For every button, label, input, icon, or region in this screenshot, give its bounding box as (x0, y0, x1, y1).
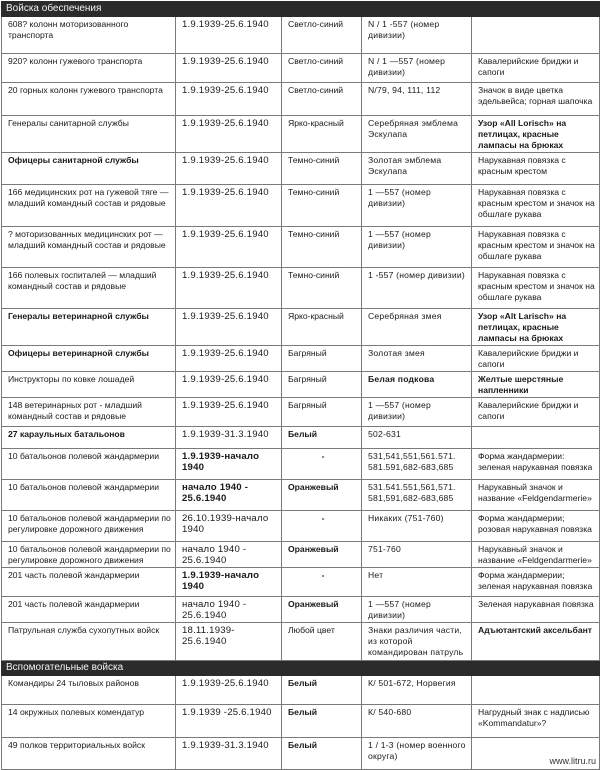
cell-number: N/79, 94, 111, 112 (362, 83, 472, 116)
cell-color: Белый (282, 427, 362, 449)
cell-number: К/ 540-680 (362, 705, 472, 738)
section-title: Вспомогательные войска (2, 661, 600, 676)
cell-number: Серебряная эмблема Эскулапа (362, 116, 472, 153)
cell-distinction: Желтые шерстяные напленники (472, 372, 600, 398)
cell-name: 920? колонн гужевого транспорта (2, 54, 176, 83)
table-row (2, 346, 600, 372)
cell-period: 1.9.1939-25.6.1940 (176, 83, 282, 116)
cell-name: Офицеры ветеринарной службы (2, 346, 176, 372)
table-row (2, 449, 600, 480)
cell-number: N / 1 -557 (номер дивизии) (362, 17, 472, 54)
table-row (2, 597, 600, 623)
cell-distinction: Нарукавный значок и название «Feldgendarmerie» (472, 480, 600, 511)
cell-period: 1.9.1939-25.6.1940 (176, 227, 282, 268)
cell-name: 10 батальонов полевой жандармерии (2, 449, 176, 480)
cell-period: 1.9.1939 -25.6.1940 (176, 705, 282, 738)
cell-color: Светло-синий (282, 83, 362, 116)
cell-name: Генералы ветеринарной службы (2, 309, 176, 346)
cell-distinction: Узор «All Lorisch» на петлицах, красные лампасы на брюках (472, 116, 600, 153)
table-row (2, 372, 600, 398)
cell-name: 14 окружных полевых комендатур (2, 705, 176, 738)
cell-name: 201 часть полевой жандармерии (2, 568, 176, 597)
cell-color: Багряный (282, 372, 362, 398)
cell-color: Темно-синий (282, 268, 362, 309)
cell-number: 1 / 1-3 (номер военного округа) (362, 738, 472, 770)
cell-period: 1.9.1939-25.6.1940 (176, 185, 282, 227)
cell-color: Белый (282, 705, 362, 738)
cell-distinction: Кавалерийские бриджи и сапоги (472, 54, 600, 83)
cell-name: ? моторизованных медицинских рот — младший командный состав и рядовые (2, 227, 176, 268)
cell-distinction: Форма жандармерии; зеленая нарукавная повязка (472, 568, 600, 597)
cell-period: 1.9.1939-25.6.1940 (176, 54, 282, 83)
cell-period: 1.9.1939-31.3.1940 (176, 427, 282, 449)
section-title: Войска обеспечения (2, 2, 600, 17)
cell-period: 18.11.1939-25.6.1940 (176, 623, 282, 661)
cell-distinction: Значок в виде цветка эдельвейса; горная шапочка (472, 83, 600, 116)
cell-distinction: Нарукавная повязка с красным крестом (472, 153, 600, 185)
cell-period: 1.9.1939-25.6.1940 (176, 116, 282, 153)
cell-color: - (282, 568, 362, 597)
cell-distinction: Нарукавный значок и название «Feldgendarmerie» (472, 542, 600, 568)
cell-period: 1.9.1939-начало 1940 (176, 449, 282, 480)
cell-color: Оранжевый (282, 480, 362, 511)
cell-color: Оранжевый (282, 542, 362, 568)
cell-name: Инструкторы по ковке лошадей (2, 372, 176, 398)
cell-period: 1.9.1939-начало 1940 (176, 568, 282, 597)
cell-distinction: Форма жандармерии; розовая нарукавная повязка (472, 511, 600, 542)
document-page (1, 1, 599, 770)
cell-color: Светло-синий (282, 54, 362, 83)
cell-period: начало 1940 - 25.6.1940 (176, 542, 282, 568)
cell-name: 49 полков территориальных войск (2, 738, 176, 770)
cell-number: Знаки различия части, из которой командирован патруль (362, 623, 472, 661)
cell-number: 1 —557 (номер дивизии) (362, 398, 472, 427)
cell-color: Светло-синий (282, 17, 362, 54)
table-body (2, 2, 600, 770)
cell-period: начало 1940 - 25.6.1940 (176, 480, 282, 511)
cell-distinction: Зеленая нарукавная повязка (472, 597, 600, 623)
table-row (2, 227, 600, 268)
cell-name: Офицеры санитарной службы (2, 153, 176, 185)
table-row (2, 17, 600, 54)
cell-name: Генералы санитарной службы (2, 116, 176, 153)
cell-period: 1.9.1939-25.6.1940 (176, 372, 282, 398)
cell-color: Белый (282, 738, 362, 770)
cell-distinction (472, 17, 600, 54)
table-row (2, 185, 600, 227)
cell-number: Золотая эмблема Эскулапа (362, 153, 472, 185)
cell-number: 531,541,551,561.571. 581.591,682-683,685 (362, 449, 472, 480)
table-row (2, 309, 600, 346)
table-row (2, 511, 600, 542)
cell-number: 1 -557 (номер дивизии) (362, 268, 472, 309)
table-row (2, 568, 600, 597)
cell-number: Серебряная змея (362, 309, 472, 346)
cell-color: Темно-синий (282, 227, 362, 268)
cell-number: 751-760 (362, 542, 472, 568)
cell-number: Нет (362, 568, 472, 597)
cell-name: 10 батальонов полевой жандармерии по регулировке дорожного движения (2, 542, 176, 568)
cell-period: 1.9.1939-25.6.1940 (176, 268, 282, 309)
cell-number: К/ 501-672, Норвегия (362, 676, 472, 705)
cell-number: 1 —557 (номер дивизии) (362, 227, 472, 268)
cell-distinction: Нагрудный знак с надписью «Kommandatur»? (472, 705, 600, 738)
cell-number: 531.541.551,561,571. 581,591,682-683,685 (362, 480, 472, 511)
table-row (2, 542, 600, 568)
cell-name: 20 горных колонн гужевого транспорта (2, 83, 176, 116)
cell-color: Темно-синий (282, 185, 362, 227)
cell-distinction: Кавалерийские бриджи и сапоги (472, 346, 600, 372)
table-row (2, 427, 600, 449)
cell-number: N / 1 —557 (номер дивизии) (362, 54, 472, 83)
cell-name: 166 медицинских рот на гужевой тяге — младший командный состав и рядовые (2, 185, 176, 227)
table-row (2, 54, 600, 83)
cell-distinction: Адъютантский аксельбант (472, 623, 600, 661)
cell-distinction: Нарукавная повязка с красным крестом и значок на обшлаге рукава (472, 268, 600, 309)
cell-color: Оранжевый (282, 597, 362, 623)
cell-period: 1.9.1939-31.3.1940 (176, 738, 282, 770)
section-header (2, 2, 600, 17)
table-row (2, 398, 600, 427)
cell-period: 1.9.1939-25.6.1940 (176, 346, 282, 372)
cell-period: 1.9.1939-25.6.1940 (176, 153, 282, 185)
cell-name: Командиры 24 тыловых районов (2, 676, 176, 705)
cell-name: 10 батальонов полевой жандармерии (2, 480, 176, 511)
cell-color: Любой цвет (282, 623, 362, 661)
cell-period: 1.9.1939-25.6.1940 (176, 309, 282, 346)
cell-color: Темно-синий (282, 153, 362, 185)
cell-distinction (472, 427, 600, 449)
cell-number: Белая подкова (362, 372, 472, 398)
cell-period: 1.9.1939-25.6.1940 (176, 17, 282, 54)
cell-number: 1 —557 (номер дивизии) (362, 185, 472, 227)
cell-color: Багряный (282, 346, 362, 372)
cell-period: 26.10.1939-начало 1940 (176, 511, 282, 542)
table-row (2, 83, 600, 116)
cell-color: - (282, 511, 362, 542)
cell-period: 1.9.1939-25.6.1940 (176, 676, 282, 705)
cell-number: Золотая змея (362, 346, 472, 372)
cell-name: 10 батальонов полевой жандармерии по регулировке дорожного движения (2, 511, 176, 542)
cell-distinction: Кавалерийские бриджи и сапоги (472, 398, 600, 427)
cell-distinction: Узор «Alt Larisch» на петлицах, красные лампасы на брюках (472, 309, 600, 346)
table-row (2, 153, 600, 185)
table-row (2, 116, 600, 153)
table-row (2, 623, 600, 661)
cell-name: Патрульная служба сухопутных войск (2, 623, 176, 661)
cell-number: 1 —557 (номер дивизии) (362, 597, 472, 623)
table-row (2, 480, 600, 511)
table-row (2, 268, 600, 309)
cell-color: Ярко-красный (282, 116, 362, 153)
cell-name: 608? колонн моторизованного транспорта (2, 17, 176, 54)
cell-distinction: Нарукавная повязка с красным крестом и значок на обшлаге рукава (472, 227, 600, 268)
site-watermark[interactable]: www.litru.ru (549, 756, 596, 766)
cell-color: Багряный (282, 398, 362, 427)
uniform-table (1, 1, 600, 770)
cell-number: Никаких (751-760) (362, 511, 472, 542)
section-header (2, 661, 600, 676)
cell-distinction (472, 676, 600, 705)
cell-name: 27 караульных батальонов (2, 427, 176, 449)
cell-color: Ярко-красный (282, 309, 362, 346)
table-row (2, 705, 600, 738)
cell-distinction: Форма жандармерии: зеленая нарукавная повязка (472, 449, 600, 480)
cell-color: - (282, 449, 362, 480)
cell-name: 201 часть полевой жандармерии (2, 597, 176, 623)
cell-name: 166 полевых госпиталей — младший командный состав и рядовые (2, 268, 176, 309)
table-row (2, 738, 600, 770)
cell-distinction: Нарукавная повязка с красным крестом и значок на обшлаге рукава (472, 185, 600, 227)
cell-number: 502-631 (362, 427, 472, 449)
cell-color: Белый (282, 676, 362, 705)
table-row (2, 676, 600, 705)
cell-period: 1.9.1939-25.6.1940 (176, 398, 282, 427)
cell-name: 148 ветеринарных рот - младший командный состав и рядовые (2, 398, 176, 427)
cell-period: начало 1940 - 25.6.1940 (176, 597, 282, 623)
